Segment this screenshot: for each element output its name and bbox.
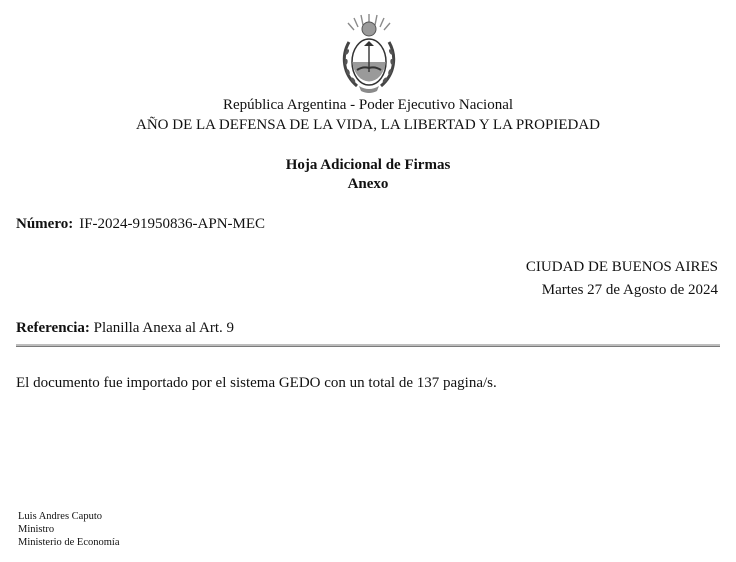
coat-of-arms-icon bbox=[337, 12, 401, 96]
reference-label: Referencia: bbox=[16, 320, 90, 336]
document-number-value: IF-2024-91950836-APN-MEC bbox=[79, 216, 266, 232]
document-number-label: Número: bbox=[16, 216, 74, 232]
issue-date: Martes 27 de Agosto de 2024 bbox=[541, 282, 718, 298]
year-motto: AÑO DE LA DEFENSA DE LA VIDA, LA LIBERTAD Y LA PROPIEDAD bbox=[135, 117, 600, 133]
horizontal-divider bbox=[16, 344, 720, 347]
document-title: Hoja Adicional de Firmas bbox=[285, 157, 451, 173]
document-body: El documento fue importado por el sistema GEDO con un total de 137 pagina/s. bbox=[16, 375, 497, 391]
document-number bbox=[16, 216, 265, 233]
reference-value: Planilla Anexa al Art. 9 bbox=[93, 320, 234, 336]
signer-office: Ministerio de Economía bbox=[18, 537, 120, 548]
signer-name: Luis Andres Caputo bbox=[18, 511, 102, 522]
document-subtitle: Anexo bbox=[347, 176, 389, 192]
signer-role: Ministro bbox=[18, 524, 55, 535]
institution-heading: República Argentina - Poder Ejecutivo Nacional bbox=[222, 97, 514, 113]
document-reference bbox=[16, 320, 234, 337]
issue-city: CIUDAD DE BUENOS AIRES bbox=[525, 259, 718, 275]
